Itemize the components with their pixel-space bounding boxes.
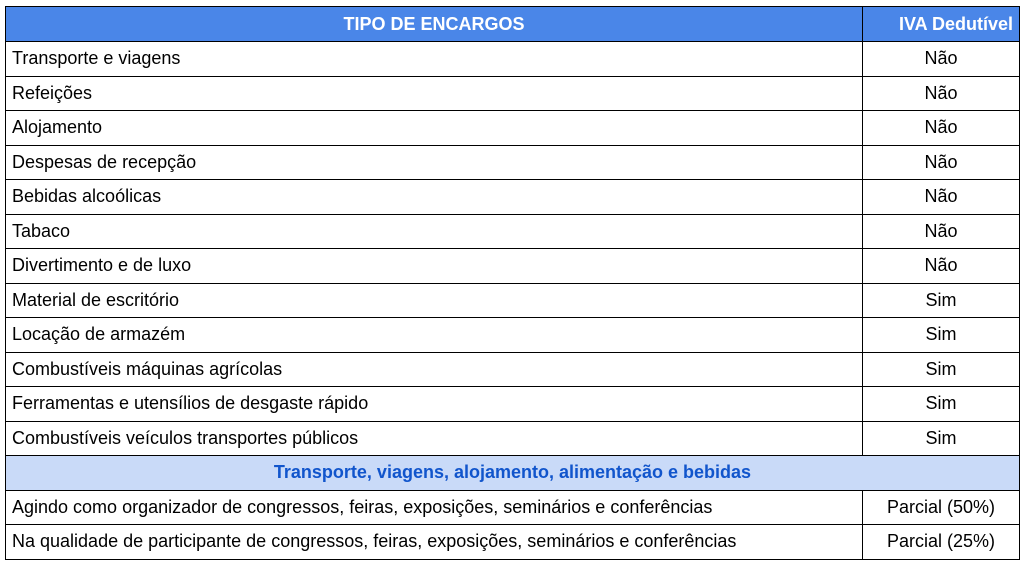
row-value: Não <box>863 214 1020 249</box>
table-row <box>6 145 1020 180</box>
row-label: Divertimento e de luxo <box>6 249 863 284</box>
row-value: Parcial (50%) <box>863 490 1020 525</box>
table-row <box>6 352 1020 387</box>
row-value: Parcial (25%) <box>863 525 1020 560</box>
row-value: Sim <box>863 318 1020 353</box>
row-label: Despesas de recepção <box>6 145 863 180</box>
table-row <box>6 525 1020 560</box>
row-value: Sim <box>863 352 1020 387</box>
row-label: Refeições <box>6 76 863 111</box>
header-tipo-de-encargos: TIPO DE ENCARGOS <box>6 7 863 42</box>
row-label: Tabaco <box>6 214 863 249</box>
row-value: Não <box>863 42 1020 77</box>
table-row <box>6 318 1020 353</box>
table-row <box>6 214 1020 249</box>
row-label: Ferramentas e utensílios de desgaste rápido <box>6 387 863 422</box>
header-iva-dedutivel: IVA Dedutível <box>863 7 1020 42</box>
row-label: Na qualidade de participante de congressos, feiras, exposições, seminários e conferências <box>6 525 863 560</box>
row-value: Não <box>863 111 1020 146</box>
row-value: Sim <box>863 283 1020 318</box>
section-header-row <box>6 456 1020 491</box>
table-row <box>6 283 1020 318</box>
table-header-row <box>6 7 1020 42</box>
row-label: Transporte e viagens <box>6 42 863 77</box>
section-title: Transporte, viagens, alojamento, alimentação e bebidas <box>6 456 1020 491</box>
table-row <box>6 180 1020 215</box>
table-row <box>6 249 1020 284</box>
table-row <box>6 42 1020 77</box>
row-label: Bebidas alcoólicas <box>6 180 863 215</box>
table-row <box>6 76 1020 111</box>
table-row <box>6 490 1020 525</box>
row-value: Sim <box>863 387 1020 422</box>
row-label: Agindo como organizador de congressos, feiras, exposições, seminários e conferências <box>6 490 863 525</box>
row-value: Não <box>863 180 1020 215</box>
table-row <box>6 421 1020 456</box>
row-label: Alojamento <box>6 111 863 146</box>
row-label: Locação de armazém <box>6 318 863 353</box>
row-value: Não <box>863 249 1020 284</box>
row-value: Não <box>863 76 1020 111</box>
table-row <box>6 111 1020 146</box>
row-label: Combustíveis veículos transportes públicos <box>6 421 863 456</box>
table-row <box>6 387 1020 422</box>
row-value: Não <box>863 145 1020 180</box>
row-label: Combustíveis máquinas agrícolas <box>6 352 863 387</box>
row-label: Material de escritório <box>6 283 863 318</box>
row-value: Sim <box>863 421 1020 456</box>
iva-table <box>5 6 1020 560</box>
